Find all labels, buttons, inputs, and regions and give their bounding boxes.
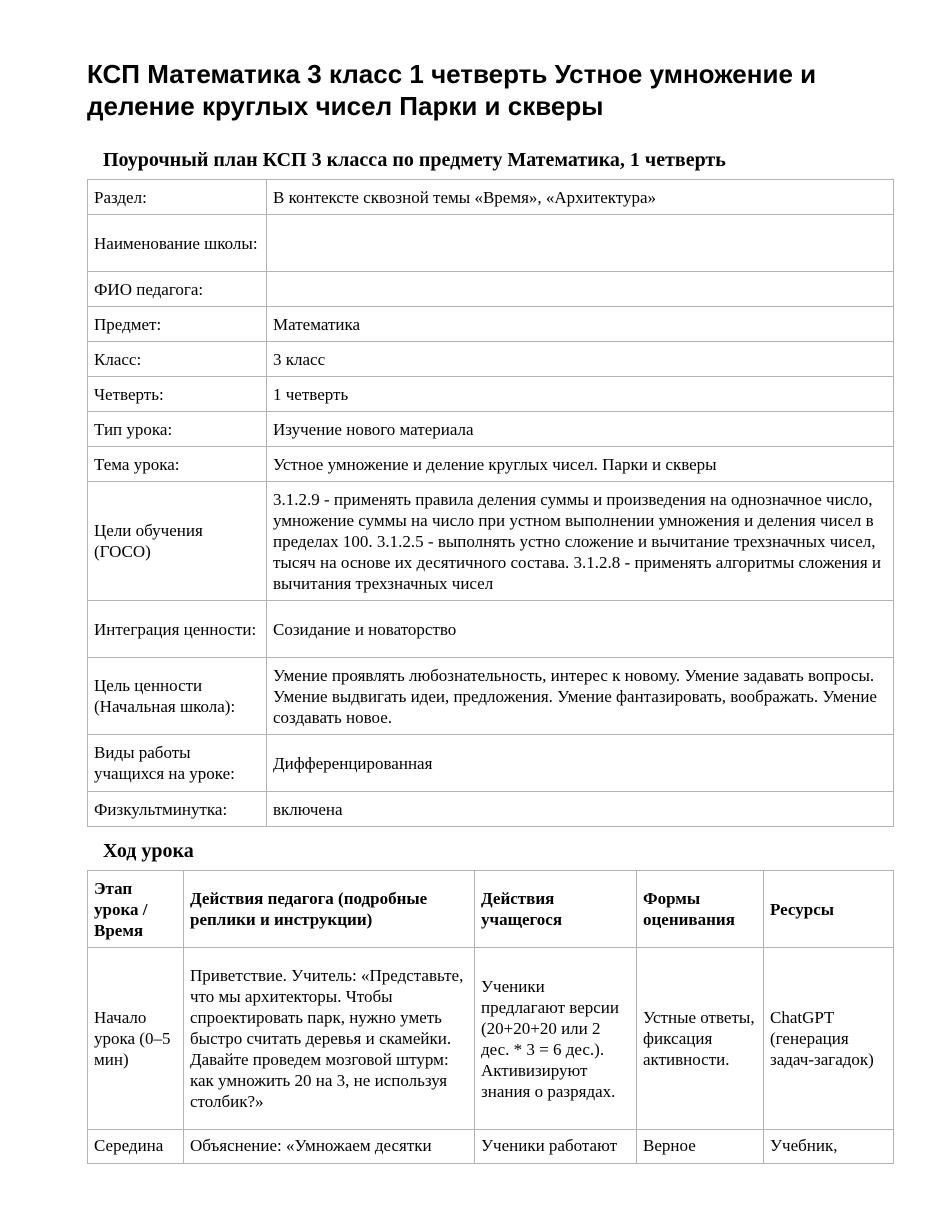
document-title: КСП Математика 3 класс 1 четверть Устное умножение и деление круглых чисел Парки и скверы [87, 59, 817, 121]
info-value: Умение проявлять любознательность, интерес к новому. Умение задавать вопросы. Умение выдвигать идеи, предложения. Умение фантазировать, воображать. Умение создавать новое. [267, 658, 894, 735]
info-label: Цели обучения (ГОСО) [88, 482, 267, 601]
table-row [88, 272, 894, 307]
info-value: Математика [267, 307, 894, 342]
table-row [88, 377, 894, 412]
table-cell: Начало урока (0–5 мин) [88, 948, 184, 1130]
goal-text: 3.1.2.8 - применять алгоритмы сложения и вычитания трехзначных чисел [273, 552, 882, 593]
table-cell: ChatGPT (генерация задач-загадок) [764, 948, 894, 1130]
table-row [88, 735, 894, 792]
info-label: Виды работы учащихся на уроке: [88, 735, 267, 792]
table-row [88, 215, 894, 272]
info-value: В контексте сквозной темы «Время», «Архитектура» [267, 180, 894, 215]
info-label: Тип урока: [88, 412, 267, 447]
table-row [88, 180, 894, 215]
table-cell: Ученики работают [475, 1130, 637, 1164]
info-label: Предмет: [88, 307, 267, 342]
lesson-table [87, 870, 894, 1164]
info-label: ФИО педагога: [88, 272, 267, 307]
plan-heading: Поурочный план КСП 3 класса по предмету Математика, 1 четверть [103, 149, 726, 171]
info-value: Устное умножение и деление круглых чисел. Парки и скверы [267, 447, 894, 482]
table-header-row [88, 871, 894, 948]
goal-text: 3.1.2.9 - применять правила деления суммы и произведения на однозначное число, умножение суммы на число при устном выполнении умножения и деления чисел в пределах 100. [273, 489, 874, 551]
table-row [88, 1130, 894, 1164]
table-cell: Приветствие. Учитель: «Представьте, что мы архитекторы. Чтобы спроектировать парк, нужно уметь быстро считать деревья и скамейки. Давайте проведем мозговой штурм: как умножить 20 на 3, не используя столбик?» [184, 948, 475, 1130]
table-row [88, 412, 894, 447]
info-label: Интеграция ценности: [88, 601, 267, 658]
info-label: Раздел: [88, 180, 267, 215]
table-cell: Ученики предлагают версии (20+20+20 или 2 дес. * 3 = 6 дес.). Активизируют знания о разрядах. [475, 948, 637, 1130]
info-value: Созидание и новаторство [267, 601, 894, 658]
info-label: Наименование школы: [88, 215, 267, 272]
table-row [88, 792, 894, 827]
info-label: Тема урока: [88, 447, 267, 482]
info-label: Класс: [88, 342, 267, 377]
table-cell: Учебник, [764, 1130, 894, 1164]
info-table [87, 179, 894, 827]
table-cell: Объяснение: «Умножаем десятки [184, 1130, 475, 1164]
table-row [88, 307, 894, 342]
info-value: Дифференцированная [267, 735, 894, 792]
table-row [88, 482, 894, 601]
table-cell: Устные ответы, фиксация активности. [637, 948, 764, 1130]
table-row [88, 601, 894, 658]
table-cell: Верное [637, 1130, 764, 1164]
info-value: Изучение нового материала [267, 412, 894, 447]
goal-text: 3.1.2.5 - выполнять устно сложение и вычитание трехзначных чисел, тысяч на основе их десятичного состава. [273, 531, 876, 572]
info-value [267, 272, 894, 307]
info-value: 3 класс [267, 342, 894, 377]
info-label: Физкультминутка: [88, 792, 267, 827]
column-header: Этап урока / Время [88, 871, 184, 948]
column-header: Действия учащегося [475, 871, 637, 948]
table-row [88, 658, 894, 735]
lesson-heading: Ход урока [103, 840, 194, 862]
info-label: Четверть: [88, 377, 267, 412]
info-value: включена [267, 792, 894, 827]
info-value: 1 четверть [267, 377, 894, 412]
info-value [267, 482, 894, 601]
info-label: Цель ценности (Начальная школа): [88, 658, 267, 735]
column-header: Ресурсы [764, 871, 894, 948]
table-cell: Середина [88, 1130, 184, 1164]
table-row [88, 948, 894, 1130]
column-header: Формы оценивания [637, 871, 764, 948]
column-header: Действия педагога (подробные реплики и инструкции) [184, 871, 475, 948]
info-value [267, 215, 894, 272]
table-row [88, 447, 894, 482]
table-row [88, 342, 894, 377]
